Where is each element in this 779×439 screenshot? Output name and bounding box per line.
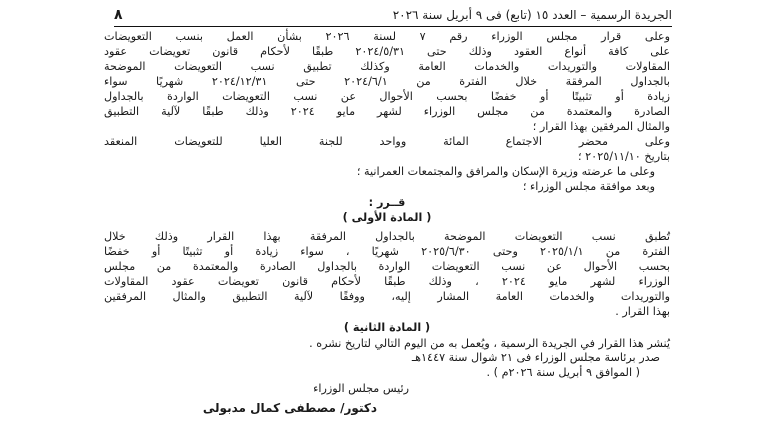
article-one-heading: ( المادة الأولى ) [342,211,432,224]
article-two-line: يُنشر هذا القرار في الجريدة الرسمية ، ويُعمل به من اليوم التالي لتاريخ نشره . [309,337,670,350]
page-number: ٨ [114,7,123,23]
issue-gregorian-date: ( الموافق ٩ أبريل سنة ٢٠٢٦م ) . [486,366,640,379]
article-one-line: الفترة من ٢٠٢٥/١/١ وحتى ٢٠٢٥/٦/٣٠ شهريًا ، سواء زيادة أو تثبيتًا أو خفضًا [104,245,670,258]
signature-name: دكتور/ مصطفى كمال مدبولى [202,401,377,415]
preamble-line: الصادرة والمعتمدة من مجلس الوزراء لشهر مايو ٢٠٢٤ وذلك طبقًا لآلية التطبيق [104,105,670,118]
preamble-line: على كافة أنواع العقود وذلك حتى ٢٠٢٤/٥/٣١ طبقًا لأحكام قانون تعويضات عقود [104,45,670,58]
preamble-line: بالجداول المرفقة خلال الفترة من ٢٠٢٤/٦/١ حتى ٢٠٢٤/١٢/٣١ شهريًا سواء [104,75,670,88]
preamble-line: زيادة أو تثبيتًا أو خفضًا بحسب الأحوال عن نسب التعويضات الواردة بالجداول [104,90,670,103]
header-title: الجريدة الرسمية – العدد ١٥ (تابع) فى ٩ أبريل سنة ٢٠٢٦ [392,8,672,22]
preamble-line: والمثال المرفقين بهذا القرار ؛ [532,120,670,133]
signature-title: رئيس مجلس الوزراء [313,382,409,395]
article-one-line: تُطبق نسب التعويضات الموضحة بالجداول المرفقة بهذا القرار وذلك خلال [104,230,670,243]
page-header [114,4,672,27]
article-one-line: بهذا القرار . [615,305,670,318]
article-one-line: بحسب الأحوال عن نسب التعويضات الواردة بالجداول الصادرة والمعتمدة من مجلس [104,260,670,273]
issue-place-date: صدر برئاسة مجلس الوزراء فى ٢١ شوال سنة ١٤٤٧هـ [411,351,660,364]
preamble-line: بتاريخ ٢٠٢٥/١١/١٠ ؛ [578,150,670,163]
article-one-line: الوزراء لشهر مايو ٢٠٢٤ ، وذلك طبقًا لأحكام قانون تعويضات عقود المقاولات [104,275,670,288]
decision-heading: قــرر : [368,196,406,209]
preamble-line: وعلى قرار مجلس الوزراء رقم ٧ لسنة ٢٠٢٦ بشأن العمل بنسب التعويضات [104,30,670,43]
article-two-heading: ( المادة الثانية ) [343,321,431,334]
preamble-line: المقاولات والتوريدات والخدمات العامة وكذلك تطبيق نسب التعويضات الموضحة [104,60,670,73]
preamble-line: وعلى ما عرضته وزيرة الإسكان والمرافق والمجتمعات العمرانية ؛ [356,165,655,178]
preamble-line: وعلى محضر الاجتماع المائة وواحد للجنة العليا للتعويضات المنعقد [104,135,670,148]
preamble-line: وبعد موافقة مجلس الوزراء ؛ [522,180,655,193]
article-one-line: والتوريدات والخدمات العامة المشار إليه، ووفقًا لآلية التطبيق والمثال المرفقين [104,290,670,303]
